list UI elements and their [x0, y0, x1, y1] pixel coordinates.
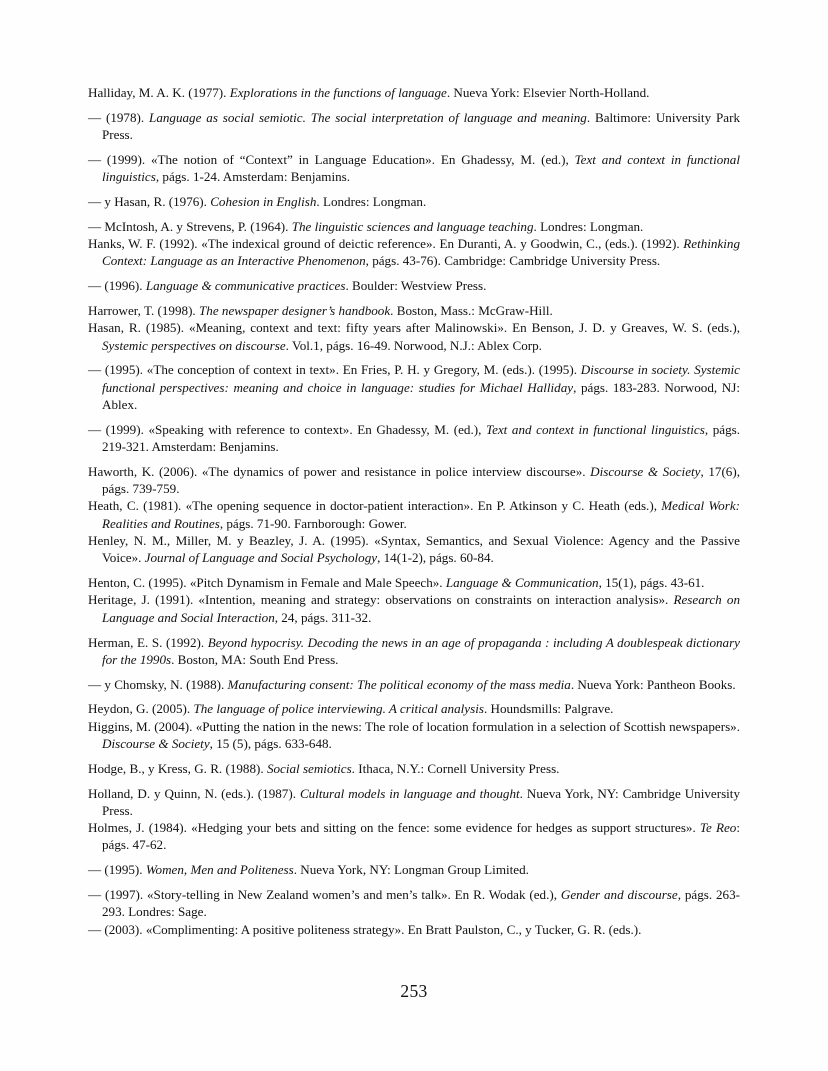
bibliography-entry: Herman, E. S. (1992). Beyond hypocrisy. Decoding the news in an age of propaganda : including A doublespeak dictionary for the 1990s. Boston, MA: South End Press.: [88, 634, 740, 667]
bibliography-entry: — McIntosh, A. y Strevens, P. (1964). The linguistic sciences and language teaching. Londres: Longman.: [88, 218, 644, 234]
bibliography-entry: Hasan, R. (1985). «Meaning, context and text: fifty years after Malinowski». En Benson, J. D. y Greaves, W. S. (eds.), Systemic perspectives on discourse. Vol.1, págs. 16-49. Norwood, N.J.: Ablex Corp.: [88, 320, 740, 353]
page-number: 253: [400, 981, 428, 1001]
bibliography-entry: Heydon, G. (2005). The language of police interviewing. A critical analysis. Houndsmills: Palgrave.: [88, 701, 614, 717]
bibliography-entry: — (1978). Language as social semiotic. The social interpretation of language and meaning. Baltimore: University Park Press.: [88, 109, 740, 143]
bibliography-entry: Higgins, M. (2004). «Putting the nation in the news: The role of location formulation in a selection of Scottish newspapers». Discourse & Society, 15 (5), págs. 633-648.: [88, 718, 740, 751]
bibliography-entry: Heath, C. (1981). «The opening sequence in doctor-patient interaction». En P. Atkinson y C. Heath (eds.), Medical Work: Realities and Routines, págs. 71-90. Farnborough: Gower.: [88, 498, 740, 531]
bibliography-entry: Hanks, W. F. (1992). «The indexical ground of deictic reference». En Duranti, A. y Goodwin, C., (eds.). (1992). Rethinking Context: Language as an Interactive Phenomenon, págs. 43-76). Cambridge: Cambridge University Press.: [88, 236, 740, 269]
bibliography-entry: Haworth, K. (2006). «The dynamics of power and resistance in police interview discourse». Discourse & Society, 17(6), págs. 739-759.: [88, 463, 740, 497]
bibliography-entry: — (2003). «Complimenting: A positive politeness strategy». En Bratt Paulston, C., y Tucker, G. R. (eds.).: [88, 921, 642, 937]
bibliography-entry: — (1996). Language & communicative practices. Boulder: Westview Press.: [88, 278, 487, 294]
bibliography-entry: — (1999). «Speaking with reference to context». En Ghadessy, M. (ed.), Text and context in functional linguistics, págs. 219-321. Amsterdam: Benjamins.: [88, 421, 740, 455]
bibliography-entry: Heritage, J. (1991). «Intention, meaning and strategy: observations on constraints on interaction analysis». Research on Language and Social Interaction, 24, págs. 311-32.: [88, 592, 740, 625]
bibliography-entry: Henley, N. M., Miller, M. y Beazley, J. A. (1995). «Syntax, Semantics, and Sexual Violence: Agency and the Passive Voice». Journal of Language and Social Psychology, 14(1-2), págs. 60-84.: [88, 533, 740, 566]
bibliography-entry: — (1995). «The conception of context in text». En Fries, P. H. y Gregory, M. (eds.). (1995). Discourse in society. Systemic functional perspectives: meaning and choice in language: studies for Michael Halliday, págs. 183-283. Norwood, NJ: Ablex.: [88, 362, 740, 412]
bibliography-entry: — (1999). «The notion of “Context” in Language Education». En Ghadessy, M. (ed.), Text and context in functional linguistics, págs. 1-24. Amsterdam: Benjamins.: [88, 151, 740, 185]
bibliography-entry: — y Hasan, R. (1976). Cohesion in English. Londres: Longman.: [88, 193, 427, 209]
bibliography-entry: Holmes, J. (1984). «Hedging your bets and sitting on the fence: some evidence for hedges as support structures». Te Reo: págs. 47-62.: [88, 820, 740, 853]
bibliography-entry: — y Chomsky, N. (1988). Manufacturing consent: The political economy of the mass media. Nueva York: Pantheon Books.: [88, 676, 736, 692]
bibliography-entry: — (1995). Women, Men and Politeness. Nueva York, NY: Longman Group Limited.: [88, 862, 529, 878]
bibliography-entry: Hodge, B., y Kress, G. R. (1988). Social semiotics. Ithaca, N.Y.: Cornell University Press.: [88, 760, 560, 776]
bibliography-entry: — (1997). «Story-telling in New Zealand women’s and men’s talk». En R. Wodak (ed.), Gender and discourse, págs. 263-293. Londres: Sage.: [88, 887, 740, 920]
bibliography-entry: Halliday, M. A. K. (1977). Explorations in the functions of language. Nueva York: Elsevier North-Holland.: [88, 85, 650, 100]
bibliography-list: [88, 84, 740, 938]
bibliography-entry: Henton, C. (1995). «Pitch Dynamism in Female and Male Speech». Language & Communication, 15(1), págs. 43-61.: [88, 575, 705, 591]
bibliography-entry: Holland, D. y Quinn, N. (eds.). (1987). Cultural models in language and thought. Nueva York, NY: Cambridge University Press.: [88, 785, 740, 818]
bibliography-entry: Harrower, T. (1998). The newspaper designer’s handbook. Boston, Mass.: McGraw-Hill.: [88, 302, 553, 318]
